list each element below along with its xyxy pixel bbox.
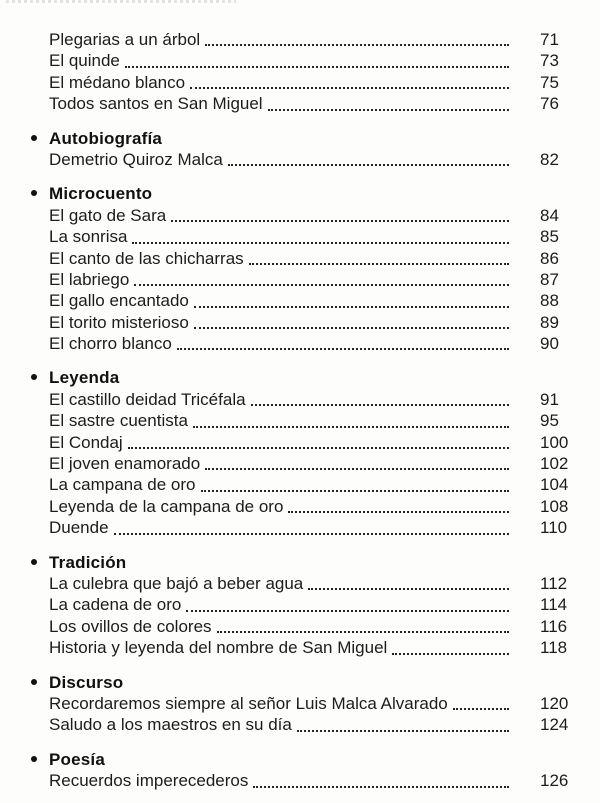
dot-leader-icon [128,447,509,449]
dot-leader-icon [297,730,509,732]
toc-entry-page-number: 82 [540,149,559,169]
toc-entry-page-number: 73 [540,51,559,71]
dot-leader-icon [251,404,509,406]
dot-leader-icon [205,44,509,46]
toc-entry-page-number: 76 [540,94,559,114]
toc-entry-page-number: 86 [540,248,559,268]
toc-row [49,269,600,290]
toc-entry-title: Todos santos en San Miguel [49,94,263,114]
toc-entry-title: El sastre cuentista [49,411,188,431]
dot-leader-icon [193,426,509,428]
toc-row [49,714,600,735]
toc-section-heading [49,672,600,693]
dot-leader-icon [125,66,509,68]
toc-entry-page-number: 95 [540,411,559,431]
toc-entry-title: El torito misterioso [49,312,189,332]
toc-section [49,367,600,538]
toc-row [49,594,600,615]
dot-leader-icon [171,220,509,222]
toc-entry-title: Los ovillos de colores [49,616,212,636]
toc-entry-page-number: 116 [540,616,568,636]
toc-row [49,496,600,517]
toc-row [49,517,600,538]
dot-leader-icon [453,708,509,710]
toc-row [49,693,600,714]
toc-entry-title: Duende [49,518,109,538]
toc-entry-page-number: 126 [540,771,569,791]
toc-row [49,389,600,410]
toc-entry-page-number: 88 [540,291,559,311]
toc-entry-title: El médano blanco [49,72,186,92]
toc-row [49,149,600,170]
toc-row [49,312,600,333]
toc-entry-title: El canto de las chicharras [49,248,244,268]
dot-leader-icon [268,109,509,111]
toc-entry-title: Leyenda de la campana de oro [49,496,284,516]
toc-entry-page-number: 91 [540,389,559,409]
dot-leader-icon [249,263,509,265]
toc-row [49,432,600,453]
toc-entry-page-number: 114 [540,595,568,615]
toc-entry-page-number: 108 [540,496,569,516]
dot-leader-icon [308,588,509,590]
toc-row [49,616,600,637]
bullet-icon [31,135,37,141]
toc-section-heading [49,552,600,573]
toc-entry-page-number: 100 [540,432,569,452]
toc-entry-title: La culebra que bajó a beber agua [49,573,304,593]
toc-section-title: Tradición [49,552,127,572]
toc-entry-page-number: 90 [540,334,559,354]
toc-row [49,770,600,791]
toc-row [49,29,600,50]
dot-leader-icon [201,490,510,492]
dot-leader-icon [288,511,509,513]
toc-section-title: Autobiografía [49,128,163,148]
dot-leader-icon [392,653,509,655]
toc-entry-page-number: 102 [540,454,569,474]
toc-row [49,333,600,354]
toc-entry-title: El chorro blanco [49,334,172,354]
toc-section [49,749,600,792]
dot-leader-icon [190,87,509,89]
toc-section-title: Microcuento [49,184,153,204]
dot-leader-icon [205,468,509,470]
toc-entry-page-number: 104 [540,475,569,495]
toc-row [49,205,600,226]
toc-entry-title: El joven enamorado [49,454,201,474]
toc-entry-title: El quinde [49,51,120,71]
toc-entry-page-number: 71 [540,30,559,49]
bullet-icon [31,756,37,762]
toc-entry-page-number: 120 [540,693,569,713]
dot-leader-icon [194,306,509,308]
toc-row [49,226,600,247]
toc-entry-title: La sonrisa [49,227,128,247]
toc-entry-page-number: 87 [540,269,559,289]
dot-leader-icon [186,610,509,612]
toc-row [49,248,600,269]
toc-entry-page-number: 118 [540,638,568,658]
toc-entry-title: El castillo deidad Tricéfala [49,389,246,409]
toc-row [49,474,600,495]
toc-entry-title: El Condaj [49,432,123,452]
toc-entry-title: La cadena de oro [49,595,182,615]
toc-row [49,50,600,71]
toc-section [49,552,600,659]
toc-row [49,290,600,311]
dot-leader-icon [134,284,509,286]
toc-entry-title: La campana de oro [49,475,196,495]
toc-entry-page-number: 124 [540,715,569,735]
toc-section-title: Poesía [49,749,106,769]
toc-row [49,453,600,474]
toc-entry-page-number: 84 [540,205,559,225]
bullet-icon [31,190,37,196]
toc-section [49,29,600,115]
toc-entry-title: Recordaremos siempre al señor Luis Malca Alvarado [49,693,448,713]
toc-entry-title: Historia y leyenda del nombre de San Miguel [49,638,388,658]
dot-leader-icon [217,631,509,633]
toc-entry-title: Plegarias a un árbol [49,30,201,49]
toc-section [49,128,600,171]
scan-artifact-top-edge [6,0,236,3]
toc-entry-title: Recuerdos imperecederos [49,771,249,791]
toc-row [49,410,600,431]
toc-entry-page-number: 85 [540,227,559,247]
bullet-icon [31,559,37,565]
toc-row [49,573,600,594]
toc-entry-title: El gato de Sara [49,205,167,225]
toc-section-heading [49,749,600,770]
toc-entry-page-number: 112 [540,573,568,593]
toc-section [49,183,600,354]
bullet-icon [31,679,37,685]
toc-section-title: Leyenda [49,368,120,388]
toc-row [49,637,600,658]
toc-entry-page-number: 110 [540,518,568,538]
toc-entry-title: Demetrio Quiroz Malca [49,149,223,169]
dot-leader-icon [114,533,509,535]
toc-section-heading [49,128,600,149]
toc-section-heading [49,183,600,204]
bullet-icon [31,374,37,380]
toc-entry-title: El labriego [49,269,130,289]
toc-entry-title: Saludo a los maestros en su día [49,715,292,735]
toc-row [49,93,600,114]
toc-row [49,72,600,93]
toc-entry-page-number: 89 [540,312,559,332]
dot-leader-icon [177,348,509,350]
toc-entry-page-number: 75 [540,72,559,92]
toc-section-title: Discurso [49,672,124,692]
dot-leader-icon [194,327,509,329]
dot-leader-icon [228,164,509,166]
toc-entry-title: El gallo encantado [49,291,189,311]
toc-section-heading [49,367,600,388]
dot-leader-icon [253,786,509,788]
toc-section [49,672,600,736]
dot-leader-icon [132,242,509,244]
